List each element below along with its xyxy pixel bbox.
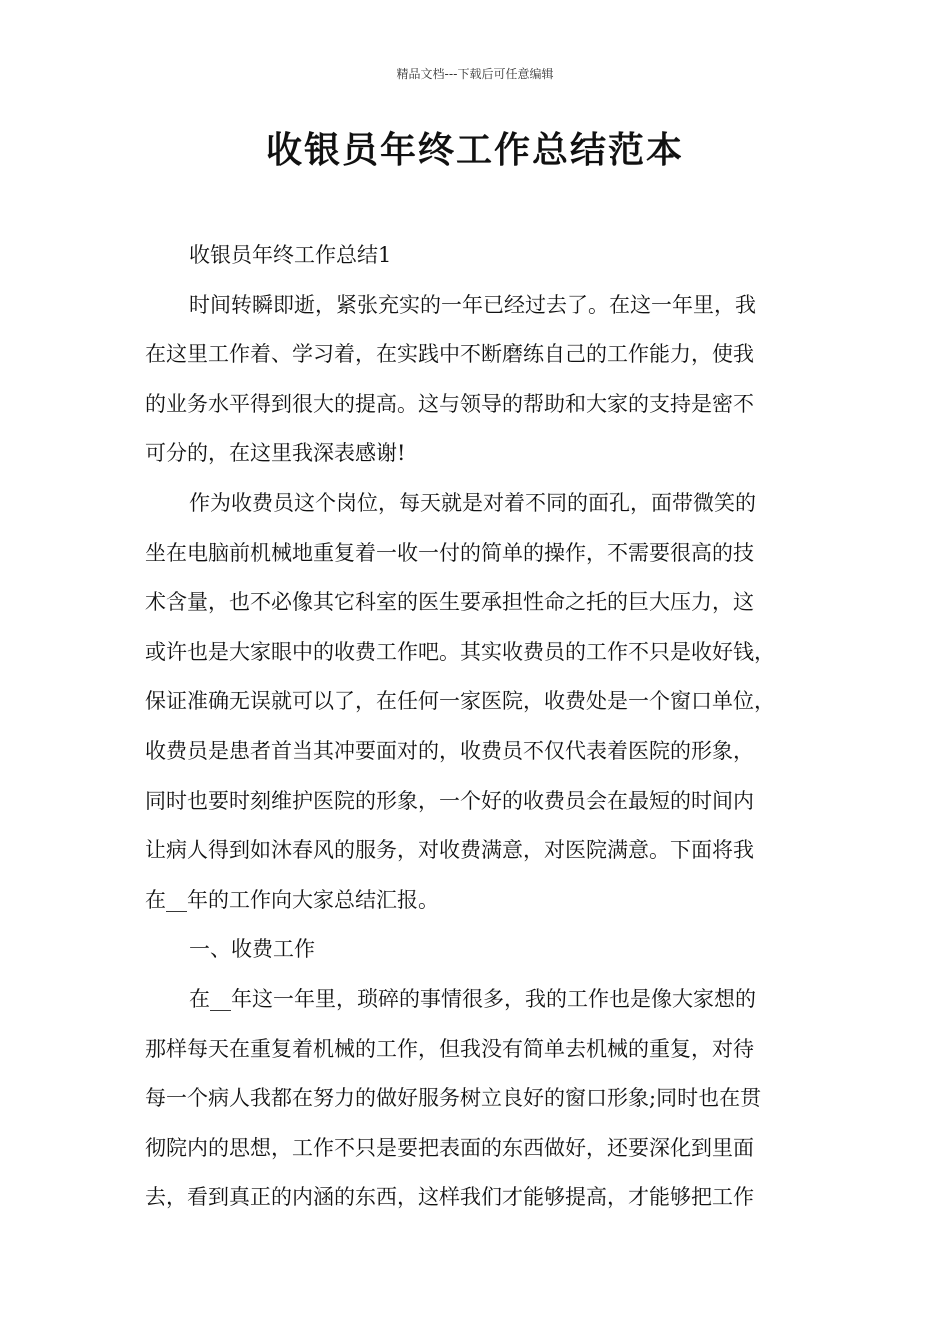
text-line: 那样每天在重复着机械的工作，但我没有简单去机械的重复，对待 bbox=[145, 1036, 754, 1061]
text-line: 在__年的工作向大家总结汇报。 bbox=[145, 887, 439, 912]
text-line: 时间转瞬即逝，紧张充实的一年已经过去了。在这一年里，我 bbox=[189, 292, 756, 317]
text-line: 收费员是患者首当其冲要面对的，收费员不仅代表着医院的形象， bbox=[145, 738, 754, 763]
text-line: 让病人得到如沐春风的服务，对收费满意，对医院满意。下面将我 bbox=[145, 838, 754, 863]
text-line: 保证准确无误就可以了，在任何一家医院，收费处是一个窗口单位， bbox=[145, 689, 775, 714]
text-line: 或许也是大家眼中的收费工作吧。其实收费员的工作不只是收好钱， bbox=[145, 639, 775, 664]
text-line: 每一个病人我都在努力的做好服务树立良好的窗口形象;同时也在贯 bbox=[145, 1086, 762, 1111]
text-line: 作为收费员这个岗位，每天就是对着不同的面孔，面带微笑的 bbox=[189, 490, 756, 515]
text-line: 可分的，在这里我深表感谢! bbox=[145, 441, 406, 466]
text-line: 收银员年终工作总结1 bbox=[189, 243, 392, 267]
text-line: 一、收费工作 bbox=[189, 937, 315, 962]
header-note: 精品文档---下载后可任意编辑 bbox=[396, 67, 554, 81]
text-line: 的业务水平得到很大的提高。这与领导的帮助和大家的支持是密不 bbox=[145, 391, 754, 416]
section-heading-1 bbox=[145, 231, 825, 281]
paragraph-3 bbox=[145, 975, 825, 1223]
text-line: 坐在电脑前机械地重复着一收一付的简单的操作，不需要很高的技 bbox=[145, 540, 754, 565]
text-line: 在这里工作着、学习着，在实践中不断磨练自己的工作能力，使我 bbox=[145, 342, 754, 367]
text-line: 术含量，也不必像其它科室的医生要承担性命之托的巨大压力，这 bbox=[145, 590, 754, 615]
document-title: 收银员年终工作总结范本 bbox=[265, 130, 684, 171]
document-body bbox=[145, 231, 825, 1223]
text-line: 同时也要时刻维护医院的形象，一个好的收费员会在最短的时间内 bbox=[145, 788, 754, 813]
paragraph-2 bbox=[145, 479, 825, 925]
paragraph-1 bbox=[145, 281, 825, 479]
text-line: 在__年这一年里，琐碎的事情很多，我的工作也是像大家想的 bbox=[189, 986, 756, 1011]
text-line: 去，看到真正的内涵的东西，这样我们才能够提高，才能够把工作 bbox=[145, 1185, 754, 1210]
text-line: 彻院内的思想，工作不只是要把表面的东西做好，还要深化到里面 bbox=[145, 1135, 754, 1160]
section-heading-2 bbox=[145, 925, 825, 975]
